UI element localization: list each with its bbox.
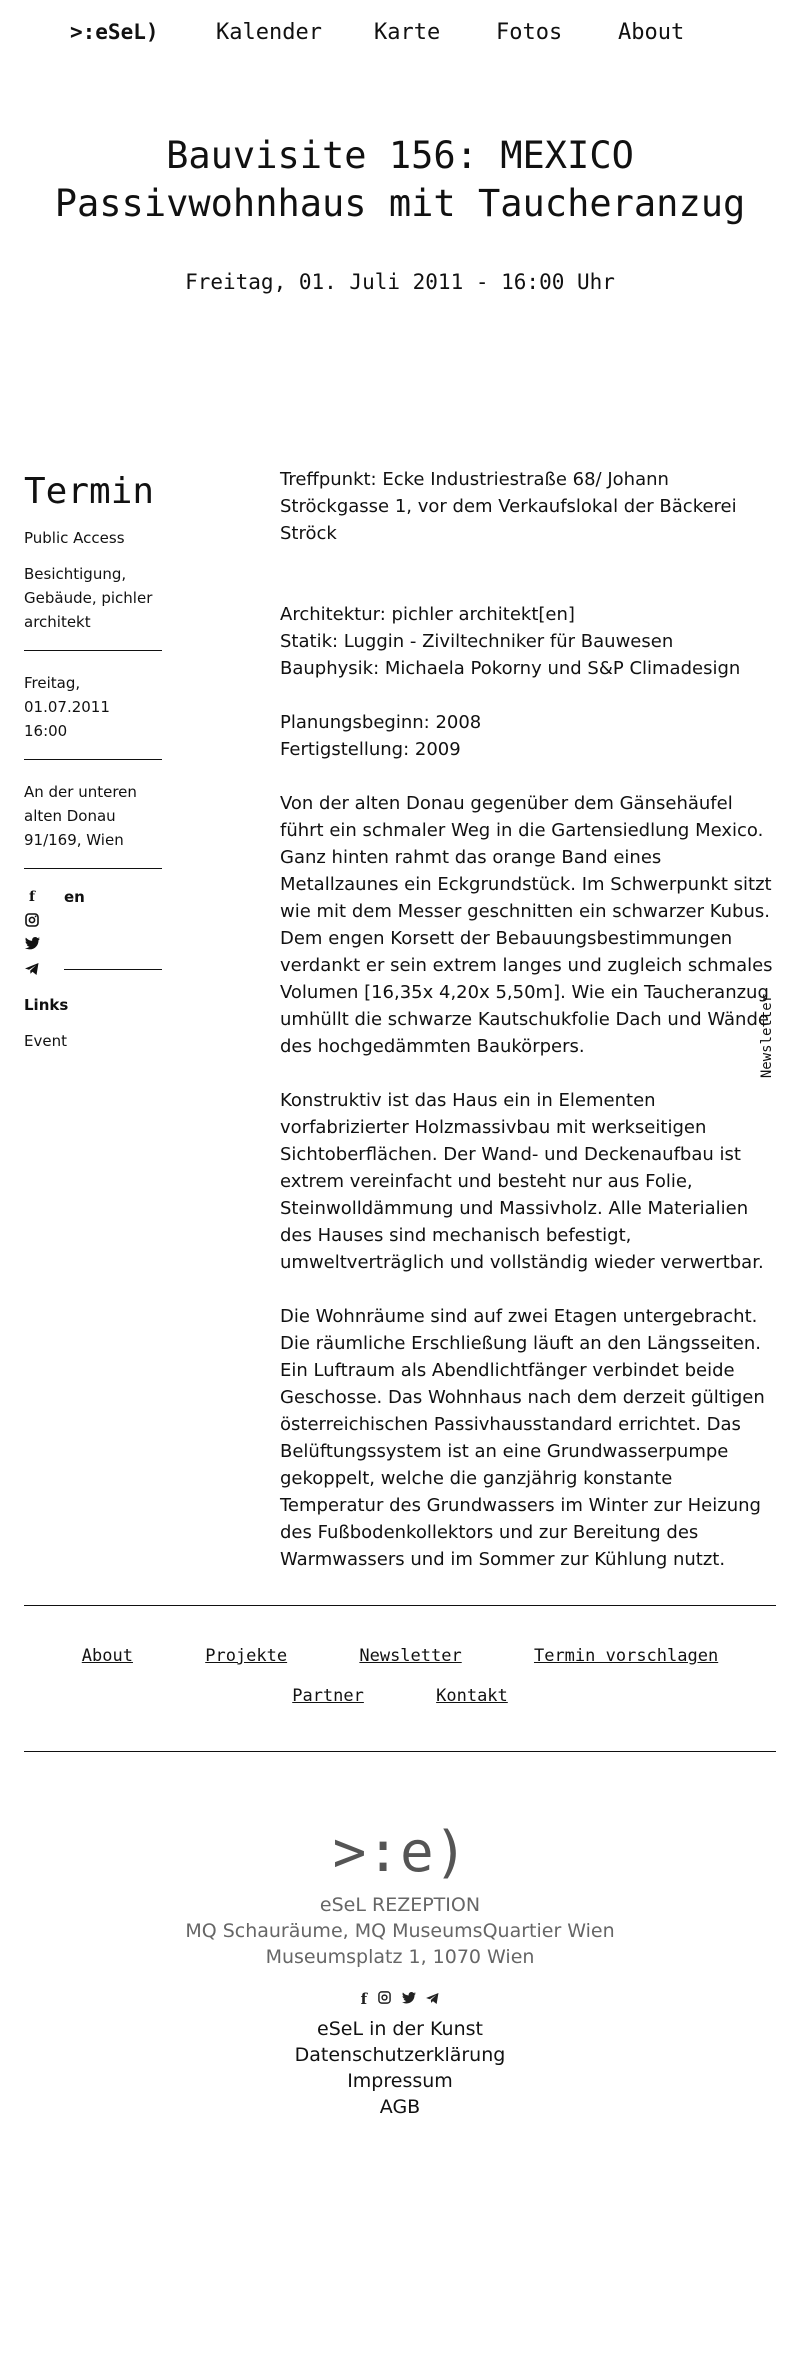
twitter-icon[interactable] bbox=[24, 937, 40, 953]
completion-date: Fertigstellung: 2009 bbox=[280, 739, 461, 760]
page-title: Bauvisite 156: MEXICO Passivwohnhaus mit Taucheranzug bbox=[54, 134, 746, 225]
footer-link-datenschutz[interactable]: Datenschutzerklärung bbox=[294, 2044, 506, 2066]
credit-building-physics: Bauphysik: Michaela Pokorny und S&P Climadesign bbox=[280, 658, 741, 679]
language-switch[interactable]: en bbox=[64, 888, 85, 906]
facebook-icon[interactable]: f bbox=[360, 1990, 368, 2008]
sidebar-divider bbox=[24, 650, 162, 651]
nav-item-fotos[interactable]: Fotos bbox=[496, 20, 563, 45]
nav-item-karte[interactable]: Karte bbox=[374, 20, 441, 45]
footer-social-icons bbox=[0, 1990, 800, 2008]
event-description bbox=[280, 466, 780, 1600]
newsletter-tab[interactable] bbox=[752, 988, 782, 1098]
event-date-short: Freitag, 01.07.2011 bbox=[24, 674, 110, 716]
instagram-icon[interactable] bbox=[378, 1990, 391, 2008]
instagram-icon[interactable] bbox=[24, 913, 40, 929]
event-datetime bbox=[24, 671, 164, 743]
event-date: Freitag, 01. Juli 2011 - 16:00 Uhr bbox=[185, 270, 615, 294]
telegram-icon[interactable] bbox=[24, 963, 40, 979]
sidebar-heading: Termin bbox=[24, 471, 155, 512]
share-icons bbox=[24, 889, 164, 989]
event-sidebar bbox=[24, 470, 164, 1065]
footer-link-partner[interactable]: Partner bbox=[292, 1686, 364, 1706]
links-heading: Links bbox=[24, 996, 69, 1014]
telegram-icon[interactable] bbox=[426, 1990, 439, 2008]
footer-link-kontakt[interactable]: Kontakt bbox=[436, 1686, 508, 1706]
address-line: MQ Schauräume, MQ MuseumsQuartier Wien bbox=[185, 1920, 615, 1942]
twitter-icon[interactable] bbox=[402, 1990, 416, 2008]
footer-divider bbox=[24, 1751, 776, 1752]
footer-link-about[interactable]: About bbox=[81, 1646, 133, 1666]
event-tags: Besichtigung, Gebäude, pichler architekt bbox=[24, 565, 153, 631]
planning-start: Planungsbeginn: 2008 bbox=[280, 712, 482, 733]
article-paragraph: Von der alten Donau gegenüber dem Gänsehäufel führt ein schmaler Weg in die Gartensiedlung Mexico. Ganz hinten rahmt das orange Band eines Metallzaunes ein Eckgrundstück. Im Schwerpunkt sitzt wie mit dem Messer geschnitten ein schwarzer Kubus. Dem engen Korsett der Bebauungsbestimmungen verdankt er sein extrem langes und zugleich schmales Volumen [16,35x 4,20x 5,50m]. Wie ein Taucheranzug umhüllt die schwarze Kautschukfolie Dach und Wände des hochgedämmten Baukörpers. bbox=[280, 793, 773, 1057]
facebook-icon[interactable]: f bbox=[28, 889, 36, 905]
footer-address bbox=[0, 1892, 800, 1970]
access-label: Public Access bbox=[24, 529, 125, 547]
newsletter-tab-label: Newsletter bbox=[759, 993, 775, 1079]
credits bbox=[280, 601, 780, 682]
event-link[interactable]: Event bbox=[24, 1032, 67, 1050]
meeting-point: Treffpunkt: Ecke Industriestraße 68/ Johann Ströckgasse 1, vor dem Verkaufslokal der Bäckerei Ströck bbox=[280, 469, 737, 544]
sidebar-divider bbox=[24, 868, 162, 869]
footer-nav-row bbox=[0, 1646, 800, 1666]
venue-name: eSeL REZEPTION bbox=[319, 1894, 481, 1916]
footer-nav-row bbox=[0, 1686, 800, 1706]
location-line: alten Donau bbox=[24, 807, 116, 825]
nav-item-kalender[interactable]: Kalender bbox=[216, 20, 322, 45]
article-paragraph: Die Wohnräume sind auf zwei Etagen untergebracht. Die räumliche Erschließung läuft an den Längsseiten. Ein Luftraum als Abendlichtfänger verbindet beide Geschosse. Das Wohnhaus nach dem derzeit gültigen österreichischen Passivhausstandard errichtet. Das Belüftungssystem ist an eine Grundwasserpumpe gekoppelt, welche die ganzjährig konstante Temperatur des Grundwassers im Winter zur Heizung des Fußbodenkollektors und zur Bereitung des Warmwassers und im Sommer zur Kühlung nutzt. bbox=[280, 1306, 765, 1570]
footer-link-impressum[interactable]: Impressum bbox=[347, 2070, 453, 2092]
footer-divider bbox=[24, 1605, 776, 1606]
footer-link-agb[interactable]: AGB bbox=[379, 2096, 421, 2118]
footer-logo: >:e) bbox=[332, 1820, 468, 1885]
event-location[interactable] bbox=[24, 780, 164, 852]
credit-architecture: Architektur: pichler architekt[en] bbox=[280, 604, 575, 625]
credit-statics: Statik: Luggin - Ziviltechniker für Bauwesen bbox=[280, 631, 674, 652]
location-line: 91/169, Wien bbox=[24, 831, 124, 849]
nav-item-about[interactable]: About bbox=[618, 20, 685, 45]
footer-link-projekte[interactable]: Projekte bbox=[205, 1646, 288, 1666]
footer-links bbox=[0, 2016, 800, 2120]
footer-link-termin-vorschlagen[interactable]: Termin vorschlagen bbox=[533, 1646, 719, 1666]
project-dates bbox=[280, 709, 780, 763]
event-time: 16:00 bbox=[24, 722, 68, 740]
site-logo[interactable]: >:eSeL) bbox=[70, 20, 159, 44]
article-paragraph: Konstruktiv ist das Haus ein in Elementen vorfabrizierter Holzmassivbau mit werkseitigen Sichtoberflächen. Der Wand- und Deckenaufbau ist extrem vereinfacht und besteht nur aus Folie, Steinwolldämmung und Massivholz. Alle Materialien des Hauses sind mechanisch befestigt, umweltverträglich und vollständig wieder verwertbar. bbox=[280, 1090, 764, 1273]
footer-link-newsletter[interactable]: Newsletter bbox=[359, 1646, 462, 1666]
address-line: Museumsplatz 1, 1070 Wien bbox=[265, 1946, 535, 1968]
main-nav bbox=[0, 20, 800, 54]
footer-link-esel-in-der-kunst[interactable]: eSeL in der Kunst bbox=[317, 2018, 483, 2040]
location-line: An der unteren bbox=[24, 783, 137, 801]
sidebar-divider bbox=[64, 969, 162, 970]
sidebar-divider bbox=[24, 759, 162, 760]
